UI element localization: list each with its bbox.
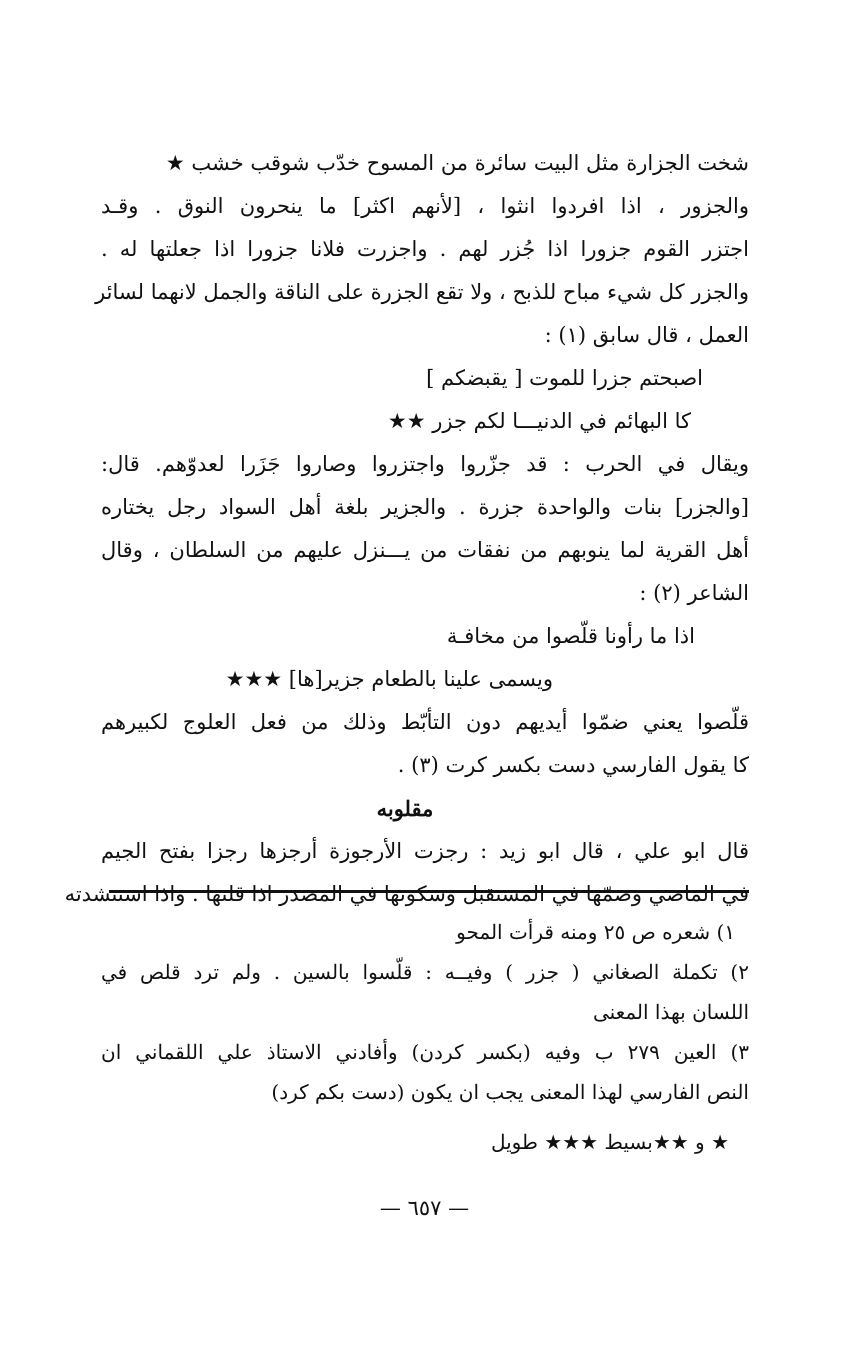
text-line: والجزور ، اذا افردوا انثوا ، [لأنهم اكثر] ما ينحرون النوق . وقـد — [101, 194, 749, 218]
verse-line: اصبحتم جزرا للموت [ يقبضكم ] — [426, 366, 703, 390]
text-line: الشاعر (٢) : — [639, 581, 749, 605]
text-line: كا يقول الفارسي دست بكسر كرت (٣) . — [397, 753, 749, 777]
text-line: في الماضي وضمّها في المستقبل وسكونها في المصدر اذا قلتها . واذا استنشدته — [64, 882, 749, 906]
footnote-line: اللسان بهذا المعنى — [592, 1000, 749, 1024]
verse-line: ويسمى علينا بالطعام جزير[ها] ★★★ — [225, 667, 553, 691]
footnotes — [101, 912, 749, 1112]
verse-line: اذا ما رأونا قلّصوا من مخافـة — [446, 624, 695, 648]
text-line: أهل القرية لما ينوبهم من نفقات من يـــنزل عليهم من السلطان ، وقال — [101, 538, 749, 562]
text-line: العمل ، قال سابق (١) : — [544, 323, 749, 347]
footnote-line: ١) شعره ص ٢٥ ومنه قرأت المحو — [456, 920, 735, 944]
text-line: قلّصوا يعني ضمّوا أيديهم دون التأبّط وذلك من فعل العلوج لكبيرهم — [101, 710, 749, 734]
main-text — [64, 142, 749, 916]
text-line: قال ابو علي ، قال ابو زيد : رجزت الأرجوزة أرجزها رجزا بفتح الجيم — [101, 839, 749, 863]
text-line: [والجزر] بنات والواحدة جزرة . والجزير بلغة أهل السواد رجل يختاره — [101, 495, 749, 519]
verse-line: كا البهائم في الدنيـــا لكم جزر ★★ — [387, 409, 691, 433]
footnote-line: ٢) تكملة الصغاني ( جزر ) وفيــه : قلّسوا بالسين . ولم ترد قلص في — [101, 960, 749, 984]
footnote-line: النص الفارسي لهذا المعنى يجب ان يكون (دست بكم كرد) — [271, 1080, 749, 1104]
footnote-line: ٣) العين ٢٧٩ ب وفيه (بكسر كردن) وأفادني الاستاذ علي اللقماني ان — [101, 1040, 749, 1064]
section-heading: مقلوبه — [376, 796, 434, 821]
verse-line: شخت الجزارة مثل البيت سائرة من المسوح خدّب شوقب خشب ★ — [165, 151, 749, 175]
page-number: — ٦٥٧ — — [379, 1196, 470, 1220]
footnote-divider — [109, 890, 749, 893]
text-line: والجزر كل شيء مباح للذبح ، ولا تقع الجزرة على الناقة والجمل لانهما لسائر — [95, 280, 749, 304]
meter-legend: ★ و ★★بسيط ★★★ طويل — [490, 1130, 729, 1154]
text-line: ويقال في الحرب : قد جزّروا واجتزروا وصاروا جَزَرا لعدوّهم. قال: — [101, 452, 749, 476]
text-line: اجتزر القوم جزورا اذا جُزر لهم . واجزرت فلانا جزورا اذا جعلتها له . — [101, 237, 749, 261]
